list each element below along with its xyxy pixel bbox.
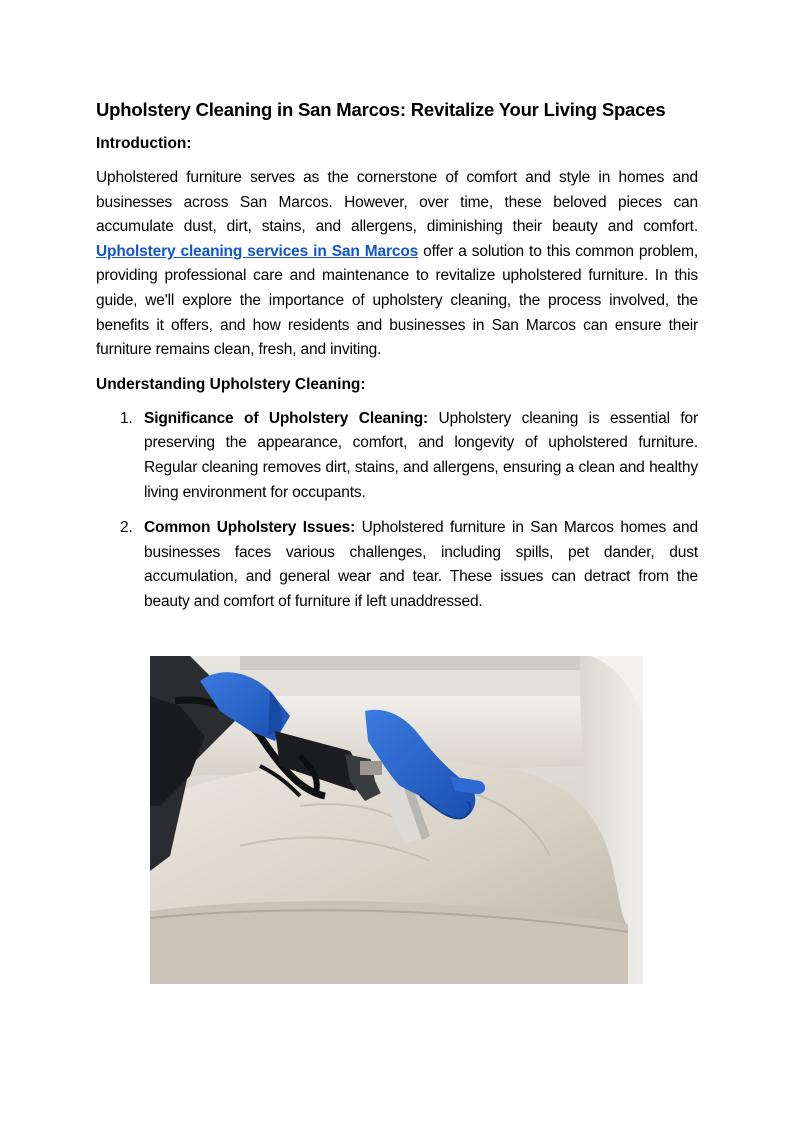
list-text: Upholstery cleaning is essential for preserving the appearance, comfort, and longevity of upholstered furniture. Regular cleaning removes dirt, stains, and allergens, ensuring a clean and healthy living environment for occupants. <box>144 409 699 501</box>
intro-heading: Introduction: <box>96 135 192 152</box>
list-item <box>96 407 698 505</box>
list-number: 1. <box>120 409 133 427</box>
intro-text-before-link: Upholstered furniture serves as the cornerstone of comfort and style in homes and businesses across San Marcos. However, over time, these beloved pieces can accumulate dust, dirt, stains, and allergens, diminishing their beauty and comfort. <box>96 169 698 236</box>
list-term: Significance of Upholstery Cleaning: <box>144 409 429 427</box>
list-text: Upholstered furniture in San Marcos homes and businesses faces various challenges, including spills, pet dander, dust accumulation, and general wear and tear. These issues can detract from the beauty and comfort of furniture if left unaddressed. <box>144 519 699 610</box>
intro-paragraph <box>96 166 698 363</box>
intro-text-after-link: offer a solution to this common problem, providing professional care and maintenance to revitalize upholstered furniture. In this guide, we'll explore the importance of upholstery cleaning, the process involved, the benefits it offers, and how residents and businesses in San Marcos can ensure their furniture remains clean, fresh, and inviting. <box>96 242 699 359</box>
list-item <box>96 516 698 614</box>
numbered-list <box>96 407 698 615</box>
upholstery-cleaning-photo <box>150 656 643 984</box>
document-title: Upholstery Cleaning in San Marcos: Revitalize Your Living Spaces <box>96 99 666 120</box>
understanding-heading: Understanding Upholstery Cleaning: <box>96 375 366 393</box>
upholstery-services-link[interactable]: Upholstery cleaning services in San Marcos <box>96 242 419 260</box>
list-number: 2. <box>120 519 133 537</box>
list-term: Common Upholstery Issues: <box>144 519 356 537</box>
document-page <box>96 96 698 626</box>
